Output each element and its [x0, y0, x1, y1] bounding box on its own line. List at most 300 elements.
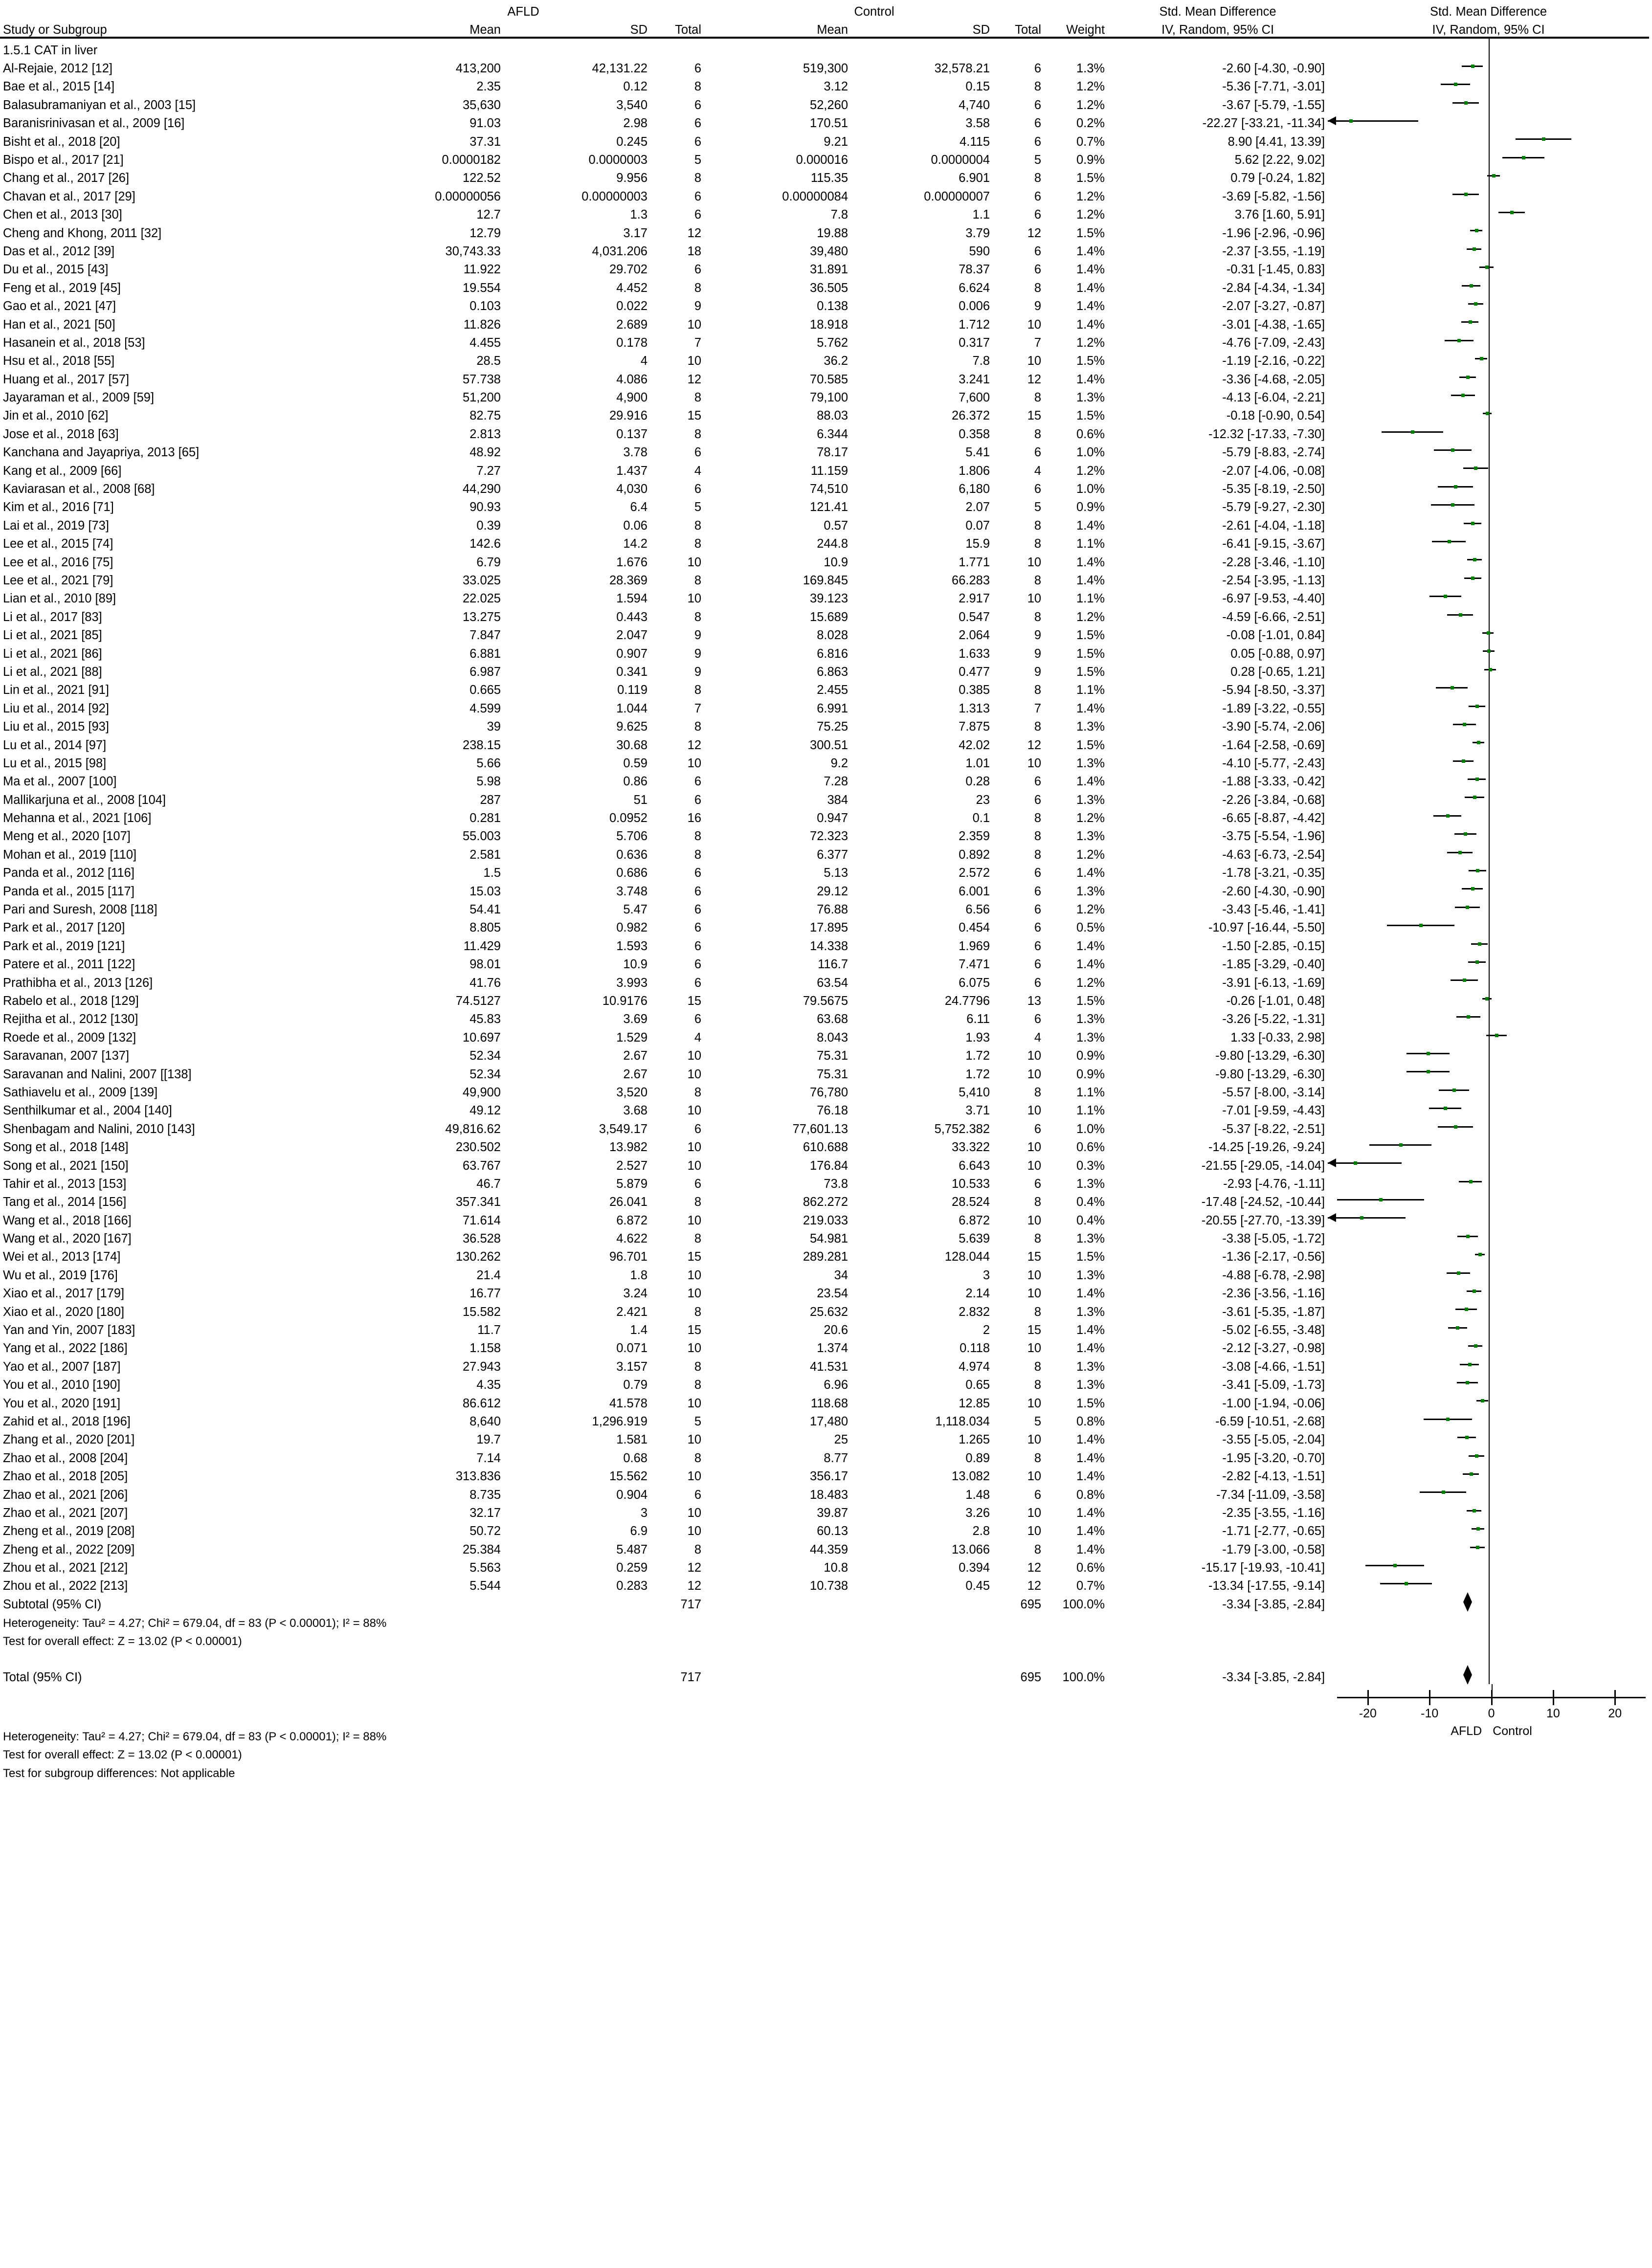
- row-ci-text: -3.75 [-5.54, -1.96]: [1222, 829, 1325, 844]
- row-plot-cell: [1328, 368, 1649, 386]
- row-ci-text: -1.79 [-3.00, -0.58]: [1222, 1542, 1325, 1556]
- null-effect-line: [1489, 953, 1490, 971]
- table-row: [0, 1575, 1649, 1593]
- row-study-name: Zhao et al., 2021 [206]: [3, 1488, 128, 1502]
- row-ci-text: -3.41 [-5.09, -1.73]: [1222, 1378, 1325, 1392]
- table-row: [0, 441, 1649, 459]
- row-plot-cell: [1328, 1063, 1649, 1081]
- row-afld-sd: 13.982: [609, 1140, 647, 1155]
- total-afld-mean: [342, 1666, 504, 1684]
- row-control-sd: 6.901: [959, 171, 990, 185]
- null-effect-line: [1489, 1044, 1490, 1062]
- row-afld-sd: 6.9: [630, 1524, 647, 1538]
- row-control-total: 9: [1034, 665, 1042, 679]
- row-afld-total: 8: [694, 537, 702, 551]
- effect-estimate-marker: [1411, 430, 1414, 434]
- row-afld-mean: 6.881: [469, 646, 501, 661]
- table-row: [0, 1135, 1649, 1154]
- null-effect-line: [1489, 734, 1490, 752]
- row-weight: 1.3%: [1076, 829, 1105, 844]
- row-control-total: 13: [1027, 994, 1042, 1008]
- row-control-mean: 289.281: [803, 1250, 848, 1264]
- row-control-mean: 862.272: [803, 1195, 848, 1209]
- row-weight: 0.7%: [1076, 1579, 1105, 1593]
- row-control-sd: 1,118.034: [935, 1414, 990, 1428]
- null-effect-line: [1489, 1099, 1490, 1117]
- null-effect-line: [1489, 715, 1490, 733]
- row-control-mean: 63.54: [817, 976, 848, 990]
- row-ci-text: -3.36 [-4.68, -2.05]: [1222, 372, 1325, 386]
- null-effect-line: [1489, 331, 1490, 349]
- row-ci-text: 0.79 [-0.24, 1.82]: [1230, 171, 1325, 185]
- plot-cell: [1328, 1611, 1649, 1629]
- row-control-sd: 7,600: [959, 391, 990, 405]
- row-afld-mean: 0.00000056: [435, 189, 501, 203]
- row-afld-sd: 0.06: [623, 518, 647, 533]
- row-plot-cell: [1328, 1007, 1649, 1025]
- row-control-sd: 1.771: [959, 555, 990, 569]
- row-ci-text: -1.88 [-3.33, -0.42]: [1222, 775, 1325, 789]
- row-weight: 1.2%: [1076, 98, 1105, 112]
- row-afld-sd: 42,131.22: [592, 62, 647, 76]
- row-control-mean: 17.895: [810, 921, 848, 935]
- null-effect-line: [1489, 1428, 1490, 1446]
- null-effect-line: [1489, 1063, 1490, 1081]
- row-plot-cell: [1328, 1081, 1649, 1099]
- row-afld-mean: 11.7: [477, 1323, 501, 1337]
- row-weight: 0.9%: [1076, 500, 1105, 514]
- null-effect-line: [1489, 1483, 1490, 1501]
- row-afld-total: 10: [687, 756, 702, 770]
- row-control-total: 10: [1027, 1049, 1042, 1063]
- row-ci-text: -1.71 [-2.77, -0.65]: [1222, 1524, 1325, 1538]
- row-afld-sd: 5.487: [616, 1542, 647, 1556]
- row-weight: 1.4%: [1076, 957, 1105, 972]
- effect-estimate-marker: [1465, 1436, 1469, 1439]
- row-afld-sd: 2.67: [623, 1049, 647, 1063]
- row-weight: 1.5%: [1076, 665, 1105, 679]
- row-control-sd: 12.85: [959, 1396, 990, 1410]
- row-weight: 1.4%: [1076, 939, 1105, 953]
- row-plot-cell: [1328, 1190, 1649, 1208]
- row-study-name: Zhao et al., 2018 [205]: [3, 1469, 128, 1484]
- effect-estimate-marker: [1463, 978, 1466, 982]
- row-afld-mean: 5.98: [476, 775, 501, 789]
- row-ci-text: -1.19 [-2.16, -0.22]: [1222, 354, 1325, 368]
- row-control-mean: 78.17: [817, 445, 848, 460]
- row-afld-sd: 1.3: [630, 208, 647, 222]
- row-control-sd: 6.872: [959, 1213, 990, 1227]
- null-effect-line: [1489, 294, 1490, 312]
- row-afld-sd: 0.259: [616, 1561, 647, 1575]
- axis-favour-labels: [1331, 1725, 1652, 1737]
- row-control-total: 6: [1034, 244, 1042, 258]
- axis-tick-label: 10: [1546, 1706, 1560, 1720]
- row-study-name: Zhao et al., 2021 [207]: [3, 1506, 128, 1520]
- null-effect-line: [1489, 605, 1490, 623]
- row-weight: 1.4%: [1076, 574, 1105, 587]
- row-plot-cell: [1328, 386, 1649, 404]
- row-afld-sd: 0.686: [616, 866, 647, 880]
- row-afld-total: 10: [687, 1213, 702, 1227]
- row-study-name: Tahir et al., 2013 [153]: [3, 1177, 127, 1191]
- row-control-total: 10: [1027, 555, 1042, 569]
- row-afld-sd: 29.916: [609, 409, 647, 423]
- row-afld-total: 6: [694, 775, 702, 789]
- effect-estimate-marker: [1444, 1107, 1447, 1110]
- row-afld-sd: 41.578: [609, 1396, 647, 1410]
- row-afld-sd: 1.4: [630, 1323, 647, 1337]
- row-afld-mean: 36.528: [463, 1232, 501, 1246]
- null-effect-line: [1489, 313, 1490, 331]
- row-weight: 0.6%: [1076, 1140, 1105, 1155]
- row-afld-total: 10: [687, 1341, 702, 1356]
- row-afld-mean: 86.612: [463, 1396, 501, 1410]
- row-afld-sd: 0.904: [616, 1488, 647, 1502]
- row-control-total: 10: [1027, 1396, 1042, 1410]
- row-ci-text: -9.80 [-13.29, -6.30]: [1215, 1049, 1325, 1063]
- null-effect-line: [1489, 75, 1490, 93]
- row-afld-mean: 98.01: [469, 957, 501, 972]
- row-afld-sd: 0.119: [617, 683, 647, 697]
- row-plot-cell: [1328, 861, 1649, 879]
- row-study-name: Senthilkumar et al., 2004 [140]: [3, 1104, 172, 1118]
- row-control-sd: 78.37: [959, 263, 990, 277]
- row-plot-cell: [1328, 222, 1649, 240]
- table-row: [0, 1063, 1649, 1081]
- table-row: [0, 167, 1649, 185]
- row-study-name: Mallikarjuna et al., 2008 [104]: [3, 793, 166, 807]
- row-control-sd: 1.313: [959, 701, 990, 715]
- ci-arrow-left-icon: [1328, 116, 1336, 125]
- row-control-mean: 5.13: [824, 866, 848, 880]
- table-row: [0, 185, 1649, 203]
- null-effect-line: [1489, 880, 1490, 898]
- null-effect-line: [1489, 477, 1490, 495]
- row-control-mean: 6.96: [824, 1378, 848, 1392]
- row-afld-sd: 0.137: [616, 427, 647, 441]
- row-weight: 0.4%: [1076, 1195, 1105, 1209]
- row-control-mean: 31.891: [810, 263, 848, 277]
- row-control-mean: 34: [834, 1268, 848, 1282]
- row-ci-text: -2.28 [-3.46, -1.10]: [1222, 555, 1325, 569]
- row-afld-total: 6: [694, 445, 702, 460]
- row-control-mean: 39.123: [810, 592, 848, 606]
- null-effect-line: [1489, 1264, 1490, 1282]
- table-row: [0, 130, 1649, 148]
- row-control-total: 8: [1034, 683, 1042, 697]
- row-plot-cell: [1328, 623, 1649, 642]
- row-afld-total: 10: [687, 1469, 702, 1484]
- row-control-total: 6: [1034, 775, 1042, 789]
- row-control-sd: 5,410: [959, 1085, 990, 1099]
- effect-estimate-marker: [1473, 247, 1476, 251]
- row-weight: 1.4%: [1076, 263, 1105, 277]
- row-control-total: 8: [1034, 1085, 1042, 1099]
- row-weight: 1.4%: [1076, 1506, 1105, 1520]
- row-control-sd: 0.358: [959, 427, 990, 441]
- row-weight: 1.4%: [1076, 1469, 1105, 1484]
- row-ci-text: -20.55 [-27.70, -13.39]: [1201, 1213, 1325, 1227]
- row-control-mean: 44.359: [810, 1542, 848, 1556]
- table-row: [0, 1190, 1649, 1208]
- row-afld-sd: 0.59: [623, 756, 647, 770]
- row-afld-total: 8: [694, 610, 702, 624]
- null-effect-line: [1489, 1337, 1490, 1355]
- effect-estimate-marker: [1476, 869, 1479, 872]
- table-row: [0, 1318, 1649, 1336]
- row-control-sd: 1.806: [959, 464, 990, 478]
- row-ci-text: -5.57 [-8.00, -3.14]: [1222, 1085, 1325, 1099]
- row-afld-mean: 63.767: [463, 1158, 501, 1173]
- row-ci-text: -7.34 [-11.09, -3.58]: [1216, 1488, 1325, 1502]
- table-row: [0, 75, 1649, 93]
- row-weight: 1.1%: [1076, 1085, 1105, 1099]
- row-afld-total: 6: [694, 189, 702, 203]
- row-afld-total: 8: [694, 683, 702, 697]
- table-row: [0, 111, 1649, 130]
- row-control-mean: 25: [834, 1433, 848, 1447]
- row-study-name: Ma et al., 2007 [100]: [3, 775, 117, 789]
- table-row: [0, 898, 1649, 916]
- row-control-total: 8: [1034, 829, 1042, 844]
- row-plot-cell: [1328, 587, 1649, 605]
- row-afld-mean: 5.544: [469, 1579, 501, 1593]
- header-smd-ci: IV, Random, 95% CI: [1161, 23, 1274, 37]
- total-control-sd: [851, 1666, 993, 1684]
- row-plot-cell: [1328, 496, 1649, 514]
- row-weight: 1.4%: [1076, 281, 1105, 295]
- row-afld-total: 10: [687, 1158, 702, 1173]
- table-row: [0, 971, 1649, 989]
- table-row: [0, 734, 1649, 752]
- row-ci-text: -5.35 [-8.19, -2.50]: [1222, 482, 1325, 496]
- row-afld-total: 12: [687, 1561, 702, 1575]
- row-afld-total: 6: [694, 793, 702, 807]
- row-ci-text: -5.79 [-9.27, -2.30]: [1222, 500, 1325, 514]
- table-row: [0, 1264, 1649, 1282]
- row-afld-total: 8: [694, 518, 702, 533]
- row-afld-total: 4: [694, 464, 702, 478]
- row-afld-total: 15: [687, 1250, 702, 1264]
- spacer-row: [0, 1647, 1649, 1666]
- effect-estimate-marker: [1451, 503, 1454, 507]
- row-control-sd: 1.72: [965, 1067, 990, 1081]
- total-ci: -3.34 [-3.85, -2.84]: [1222, 1670, 1325, 1685]
- row-afld-sd: 1.593: [616, 939, 647, 953]
- row-afld-mean: 0.281: [469, 811, 501, 825]
- table-row: [0, 1227, 1649, 1245]
- row-control-total: 6: [1034, 189, 1042, 203]
- row-afld-total: 8: [694, 427, 702, 441]
- row-control-mean: 2.455: [817, 683, 848, 697]
- row-weight: 1.2%: [1076, 208, 1105, 222]
- row-weight: 1.3%: [1076, 1177, 1105, 1191]
- row-control-mean: 244.8: [817, 537, 848, 551]
- null-effect-line: [1489, 843, 1490, 861]
- row-control-sd: 5,752.382: [934, 1122, 990, 1136]
- row-afld-sd: 1.581: [616, 1433, 647, 1447]
- row-control-sd: 0.394: [959, 1561, 990, 1575]
- null-effect-line: [1489, 1666, 1490, 1684]
- axis-tick-label: -10: [1421, 1706, 1439, 1720]
- row-ci-text: 5.62 [2.22, 9.02]: [1234, 153, 1325, 167]
- effect-estimate-marker: [1485, 266, 1489, 269]
- row-control-sd: 0.00000007: [924, 189, 990, 203]
- row-control-mean: 20.6: [824, 1323, 848, 1337]
- row-ci-text: -3.61 [-5.35, -1.87]: [1222, 1305, 1325, 1319]
- row-study-name: Huang et al., 2017 [57]: [3, 372, 130, 386]
- row-afld-sd: 4,030: [616, 482, 647, 496]
- row-control-sd: 0.006: [959, 299, 990, 313]
- null-effect-line: [1489, 1593, 1490, 1611]
- table-row: [0, 477, 1649, 495]
- row-plot-cell: [1328, 313, 1649, 331]
- row-weight: 1.5%: [1076, 646, 1105, 661]
- row-study-name: Bisht et al., 2018 [20]: [3, 134, 120, 149]
- row-control-sd: 24.7796: [944, 994, 990, 1008]
- row-control-total: 12: [1027, 1579, 1042, 1593]
- row-afld-sd: 15.562: [609, 1469, 647, 1484]
- row-ci-text: -5.79 [-8.83, -2.74]: [1222, 445, 1325, 460]
- null-effect-line: [1489, 1392, 1490, 1410]
- row-control-sd: 0.118: [960, 1341, 990, 1356]
- row-weight: 0.9%: [1076, 153, 1105, 167]
- row-control-total: 6: [1034, 1122, 1042, 1136]
- row-afld-mean: 21.4: [476, 1268, 501, 1282]
- row-study-name: Lee et al., 2021 [79]: [3, 574, 113, 587]
- confidence-interval-line: [1328, 120, 1418, 122]
- row-study-name: Mohan et al., 2019 [110]: [3, 847, 137, 862]
- row-afld-total: 6: [694, 482, 702, 496]
- subtotal-afld-sd: [504, 1593, 650, 1611]
- effect-estimate-marker: [1466, 376, 1470, 379]
- row-afld-mean: 6.79: [476, 555, 501, 569]
- smd-header-title: Std. Mean Difference: [1159, 4, 1276, 19]
- null-effect-line: [1489, 1647, 1490, 1666]
- row-study-name: Zhou et al., 2022 [213]: [3, 1579, 128, 1593]
- effect-estimate-marker: [1452, 1089, 1456, 1092]
- row-control-total: 6: [1034, 921, 1042, 935]
- table-row: [0, 1556, 1649, 1574]
- null-effect-line: [1489, 1007, 1490, 1025]
- row-weight: 1.4%: [1076, 299, 1105, 313]
- header-afld-total: Total: [675, 23, 702, 37]
- row-afld-sd: 0.00000003: [581, 189, 647, 203]
- total-label: Total (95% CI): [3, 1670, 82, 1685]
- row-study-name: Zhou et al., 2021 [212]: [3, 1561, 128, 1575]
- row-plot-cell: [1328, 788, 1649, 806]
- row-ci-text: -3.08 [-4.66, -1.51]: [1222, 1359, 1325, 1374]
- row-plot-cell: [1328, 551, 1649, 569]
- row-control-mean: 610.688: [803, 1140, 848, 1155]
- row-control-mean: 10.8: [824, 1561, 848, 1575]
- row-control-total: 9: [1034, 299, 1042, 313]
- row-control-mean: 25.632: [810, 1305, 848, 1319]
- row-plot-cell: [1328, 422, 1649, 441]
- row-afld-mean: 7.14: [476, 1451, 501, 1465]
- row-control-total: 4: [1034, 1030, 1042, 1045]
- row-study-name: Saravanan and Nalini, 2007 [[138]: [3, 1067, 192, 1081]
- effect-estimate-marker: [1448, 540, 1451, 543]
- row-afld-mean: 5.66: [476, 756, 501, 770]
- row-control-mean: 74,510: [810, 482, 848, 496]
- row-control-total: 8: [1034, 537, 1042, 551]
- null-effect-line: [1489, 697, 1490, 715]
- row-plot-cell: [1328, 660, 1649, 678]
- row-afld-mean: 19.554: [463, 281, 501, 295]
- plot-cell: [1328, 1629, 1649, 1647]
- row-ci-text: -3.69 [-5.82, -1.56]: [1222, 189, 1325, 203]
- row-afld-mean: 33.025: [463, 574, 501, 587]
- header-weight: Weight: [1066, 23, 1105, 37]
- null-effect-line: [1489, 971, 1490, 989]
- row-study-name: Lai et al., 2019 [73]: [3, 518, 109, 533]
- null-effect-line: [1489, 222, 1490, 240]
- row-weight: 1.3%: [1076, 884, 1105, 898]
- row-control-mean: 219.033: [803, 1213, 848, 1227]
- row-control-total: 8: [1034, 1451, 1042, 1465]
- row-plot-cell: [1328, 1575, 1649, 1593]
- row-plot-cell: [1328, 825, 1649, 843]
- effect-estimate-marker: [1478, 1253, 1482, 1256]
- row-study-name: Bae et al., 2015 [14]: [3, 80, 115, 94]
- row-control-total: 8: [1034, 574, 1042, 587]
- row-ci-text: -21.55 [-29.05, -14.04]: [1201, 1158, 1325, 1173]
- effect-estimate-marker: [1405, 1582, 1408, 1585]
- confidence-interval-line: [1328, 1217, 1406, 1219]
- effect-estimate-marker: [1474, 467, 1477, 470]
- effect-estimate-marker: [1471, 522, 1474, 525]
- effect-estimate-marker: [1466, 1235, 1470, 1238]
- row-study-name: Al-Rejaie, 2012 [12]: [3, 62, 112, 76]
- effect-estimate-marker: [1427, 1052, 1430, 1055]
- table-row: [0, 642, 1649, 660]
- row-control-total: 12: [1027, 372, 1042, 386]
- row-study-name: Li et al., 2021 [86]: [3, 646, 102, 661]
- table-row: [0, 1044, 1649, 1062]
- row-weight: 1.1%: [1076, 1104, 1105, 1118]
- row-afld-total: 8: [694, 1378, 702, 1392]
- null-effect-line: [1489, 1575, 1490, 1593]
- table-row: [0, 953, 1649, 971]
- row-weight: 1.3%: [1076, 756, 1105, 770]
- table-row: [0, 880, 1649, 898]
- row-plot-cell: [1328, 203, 1649, 221]
- row-control-total: 6: [1034, 1488, 1042, 1502]
- row-control-total: 10: [1027, 1506, 1042, 1520]
- row-weight: 1.3%: [1076, 1305, 1105, 1319]
- row-afld-total: 12: [687, 738, 702, 752]
- row-study-name: Yao et al., 2007 [187]: [3, 1359, 121, 1374]
- row-afld-sd: 1.8: [630, 1268, 647, 1282]
- row-control-mean: 7.28: [824, 775, 848, 789]
- row-ci-text: -2.07 [-3.27, -0.87]: [1222, 299, 1325, 313]
- row-ci-text: -7.01 [-9.59, -4.43]: [1222, 1104, 1325, 1118]
- row-afld-total: 8: [694, 1195, 702, 1209]
- header-study: Study or Subgroup: [3, 23, 107, 37]
- table-row: [0, 532, 1649, 550]
- row-control-mean: 1.374: [817, 1341, 848, 1356]
- row-weight: 1.4%: [1076, 1542, 1105, 1556]
- row-afld-mean: 313.836: [455, 1469, 501, 1484]
- row-study-name: Wang et al., 2020 [167]: [3, 1232, 132, 1246]
- table-row: [0, 368, 1649, 386]
- row-afld-total: 10: [687, 354, 702, 368]
- row-ci-text: -4.59 [-6.66, -2.51]: [1222, 610, 1325, 624]
- row-control-sd: 0.385: [959, 683, 990, 697]
- axis-tick: [1491, 1690, 1493, 1705]
